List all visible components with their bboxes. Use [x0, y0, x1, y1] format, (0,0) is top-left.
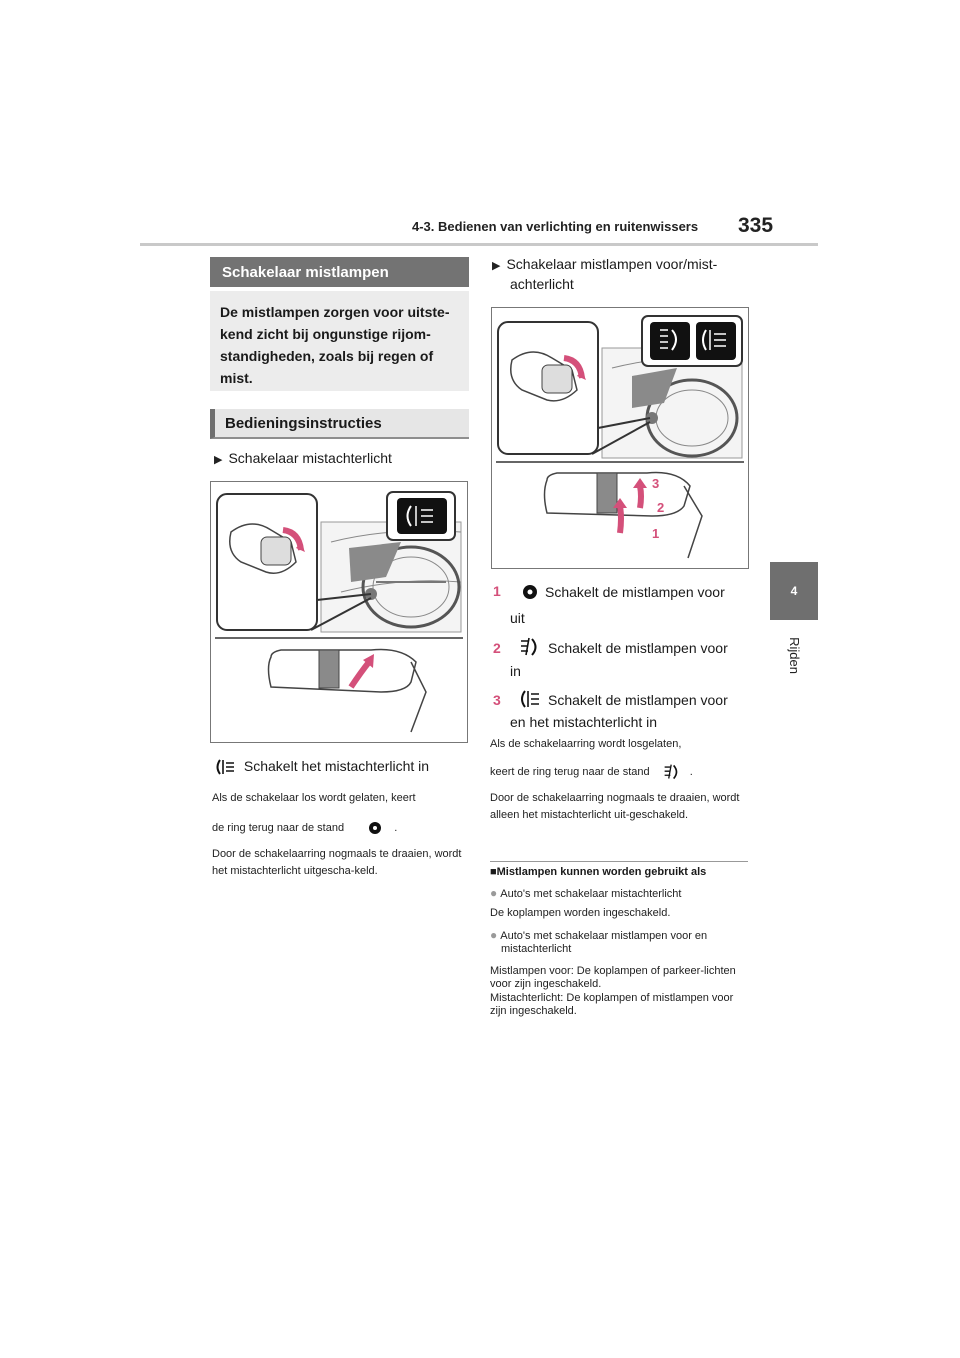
triangle-bullet-icon: ▶ — [214, 454, 223, 466]
figure-front-rear-fog-switch — [491, 307, 749, 569]
left-note-1-line1: Als de schakelaar los wordt gelaten, keert — [212, 792, 416, 804]
chapter-label: Rijden — [786, 636, 802, 674]
chapter-tab[interactable] — [770, 562, 818, 620]
note-item-5: Mistachterlicht: De koplampen of mistlampen voor zijn ingeschakeld. — [490, 992, 734, 1017]
figure-rear-fog-switch — [210, 481, 468, 743]
note-item-2: De koplampen worden ingeschakeld. — [490, 907, 671, 919]
header-divider — [140, 243, 818, 246]
section-title-fog-switch: Schakelaar mistlampen — [210, 257, 469, 287]
note-item-1: ● Auto's met schakelaar mistachterlicht — [490, 886, 682, 900]
intro-box: De mistlampen zorgen voor uitste-kend zicht bij ongunstige rijom-standigheden, zoals bij regen of mist. — [210, 291, 469, 391]
right-note-1-line2: keert de ring terug naar de stand . — [490, 763, 693, 781]
bullet-front-rear-fog-switch-line1: ▶ Schakelaar mistlampen voor/mist- — [492, 256, 718, 272]
bullet-front-rear-fog-switch-line2: achterlicht — [510, 276, 574, 292]
step-1-line2: uit — [510, 610, 525, 626]
header-title: 4-3. Bedienen van verlichting en ruitenwissers — [412, 219, 699, 234]
left-note-2: Door de schakelaarring nogmaals te draaien, wordt het mistachterlicht uitgescha-keld. — [212, 848, 462, 877]
notes-divider — [490, 861, 748, 862]
rear-fog-caption: Schakelt het mistachterlicht in — [214, 756, 429, 777]
left-note-1-line2: de ring terug naar de stand . — [212, 819, 397, 837]
triangle-bullet-icon: ▶ — [492, 260, 501, 272]
right-note-1-line1: Als de schakelaarring wordt losgelaten, — [490, 738, 682, 750]
step-2-number: 2 — [493, 640, 501, 656]
note-item-3: ● Auto's met schakelaar mistlampen voor en mistachterlicht — [490, 928, 708, 955]
step-3-line2: en het mistachterlicht in — [510, 714, 658, 730]
notes-heading: ■Mistlampen kunnen worden gebruikt als — [490, 866, 707, 878]
bullet-dot-icon: ● — [490, 928, 498, 942]
fog-off-position-icon — [365, 819, 385, 837]
step-2-line2: in — [510, 663, 521, 679]
step-3-number: 3 — [493, 692, 501, 708]
step-2-line1: Schakelt de mistlampen voor — [548, 640, 728, 656]
note-item-4: Mistlampen voor: De koplampen of parkeer-lichten voor zijn ingeschakeld. — [490, 965, 736, 990]
fog-off-icon — [520, 582, 540, 602]
figure-label-1: 1 — [652, 526, 660, 541]
step-1-number: 1 — [493, 583, 501, 599]
page-number: 335 — [738, 214, 774, 237]
rear-fog-lamp-icon — [214, 757, 236, 777]
front-rear-fog-lamp-icon — [518, 688, 542, 710]
bullet-rear-fog-switch: ▶ Schakelaar mistachterlicht — [214, 450, 392, 466]
figure-label-2: 2 — [657, 500, 665, 515]
front-fog-lamp-icon — [518, 636, 542, 658]
right-note-2: Door de schakelaarring nogmaals te draaien, wordt alleen het mistachterlicht uit-geschakeld. — [490, 792, 740, 821]
front-fog-position-icon — [661, 763, 683, 781]
chapter-tab-number: 4 — [790, 584, 798, 598]
figure-label-3: 3 — [652, 476, 660, 491]
figure-front-rear-fog-switch-drawing — [492, 308, 748, 568]
figure-rear-fog-switch-drawing — [211, 482, 467, 742]
section-title-instructions: Bedieningsinstructies — [210, 409, 469, 439]
step-3-line1: Schakelt de mistlampen voor — [548, 692, 728, 708]
bullet-dot-icon: ● — [490, 886, 498, 900]
step-1-line1: Schakelt de mistlampen voor — [545, 584, 725, 600]
